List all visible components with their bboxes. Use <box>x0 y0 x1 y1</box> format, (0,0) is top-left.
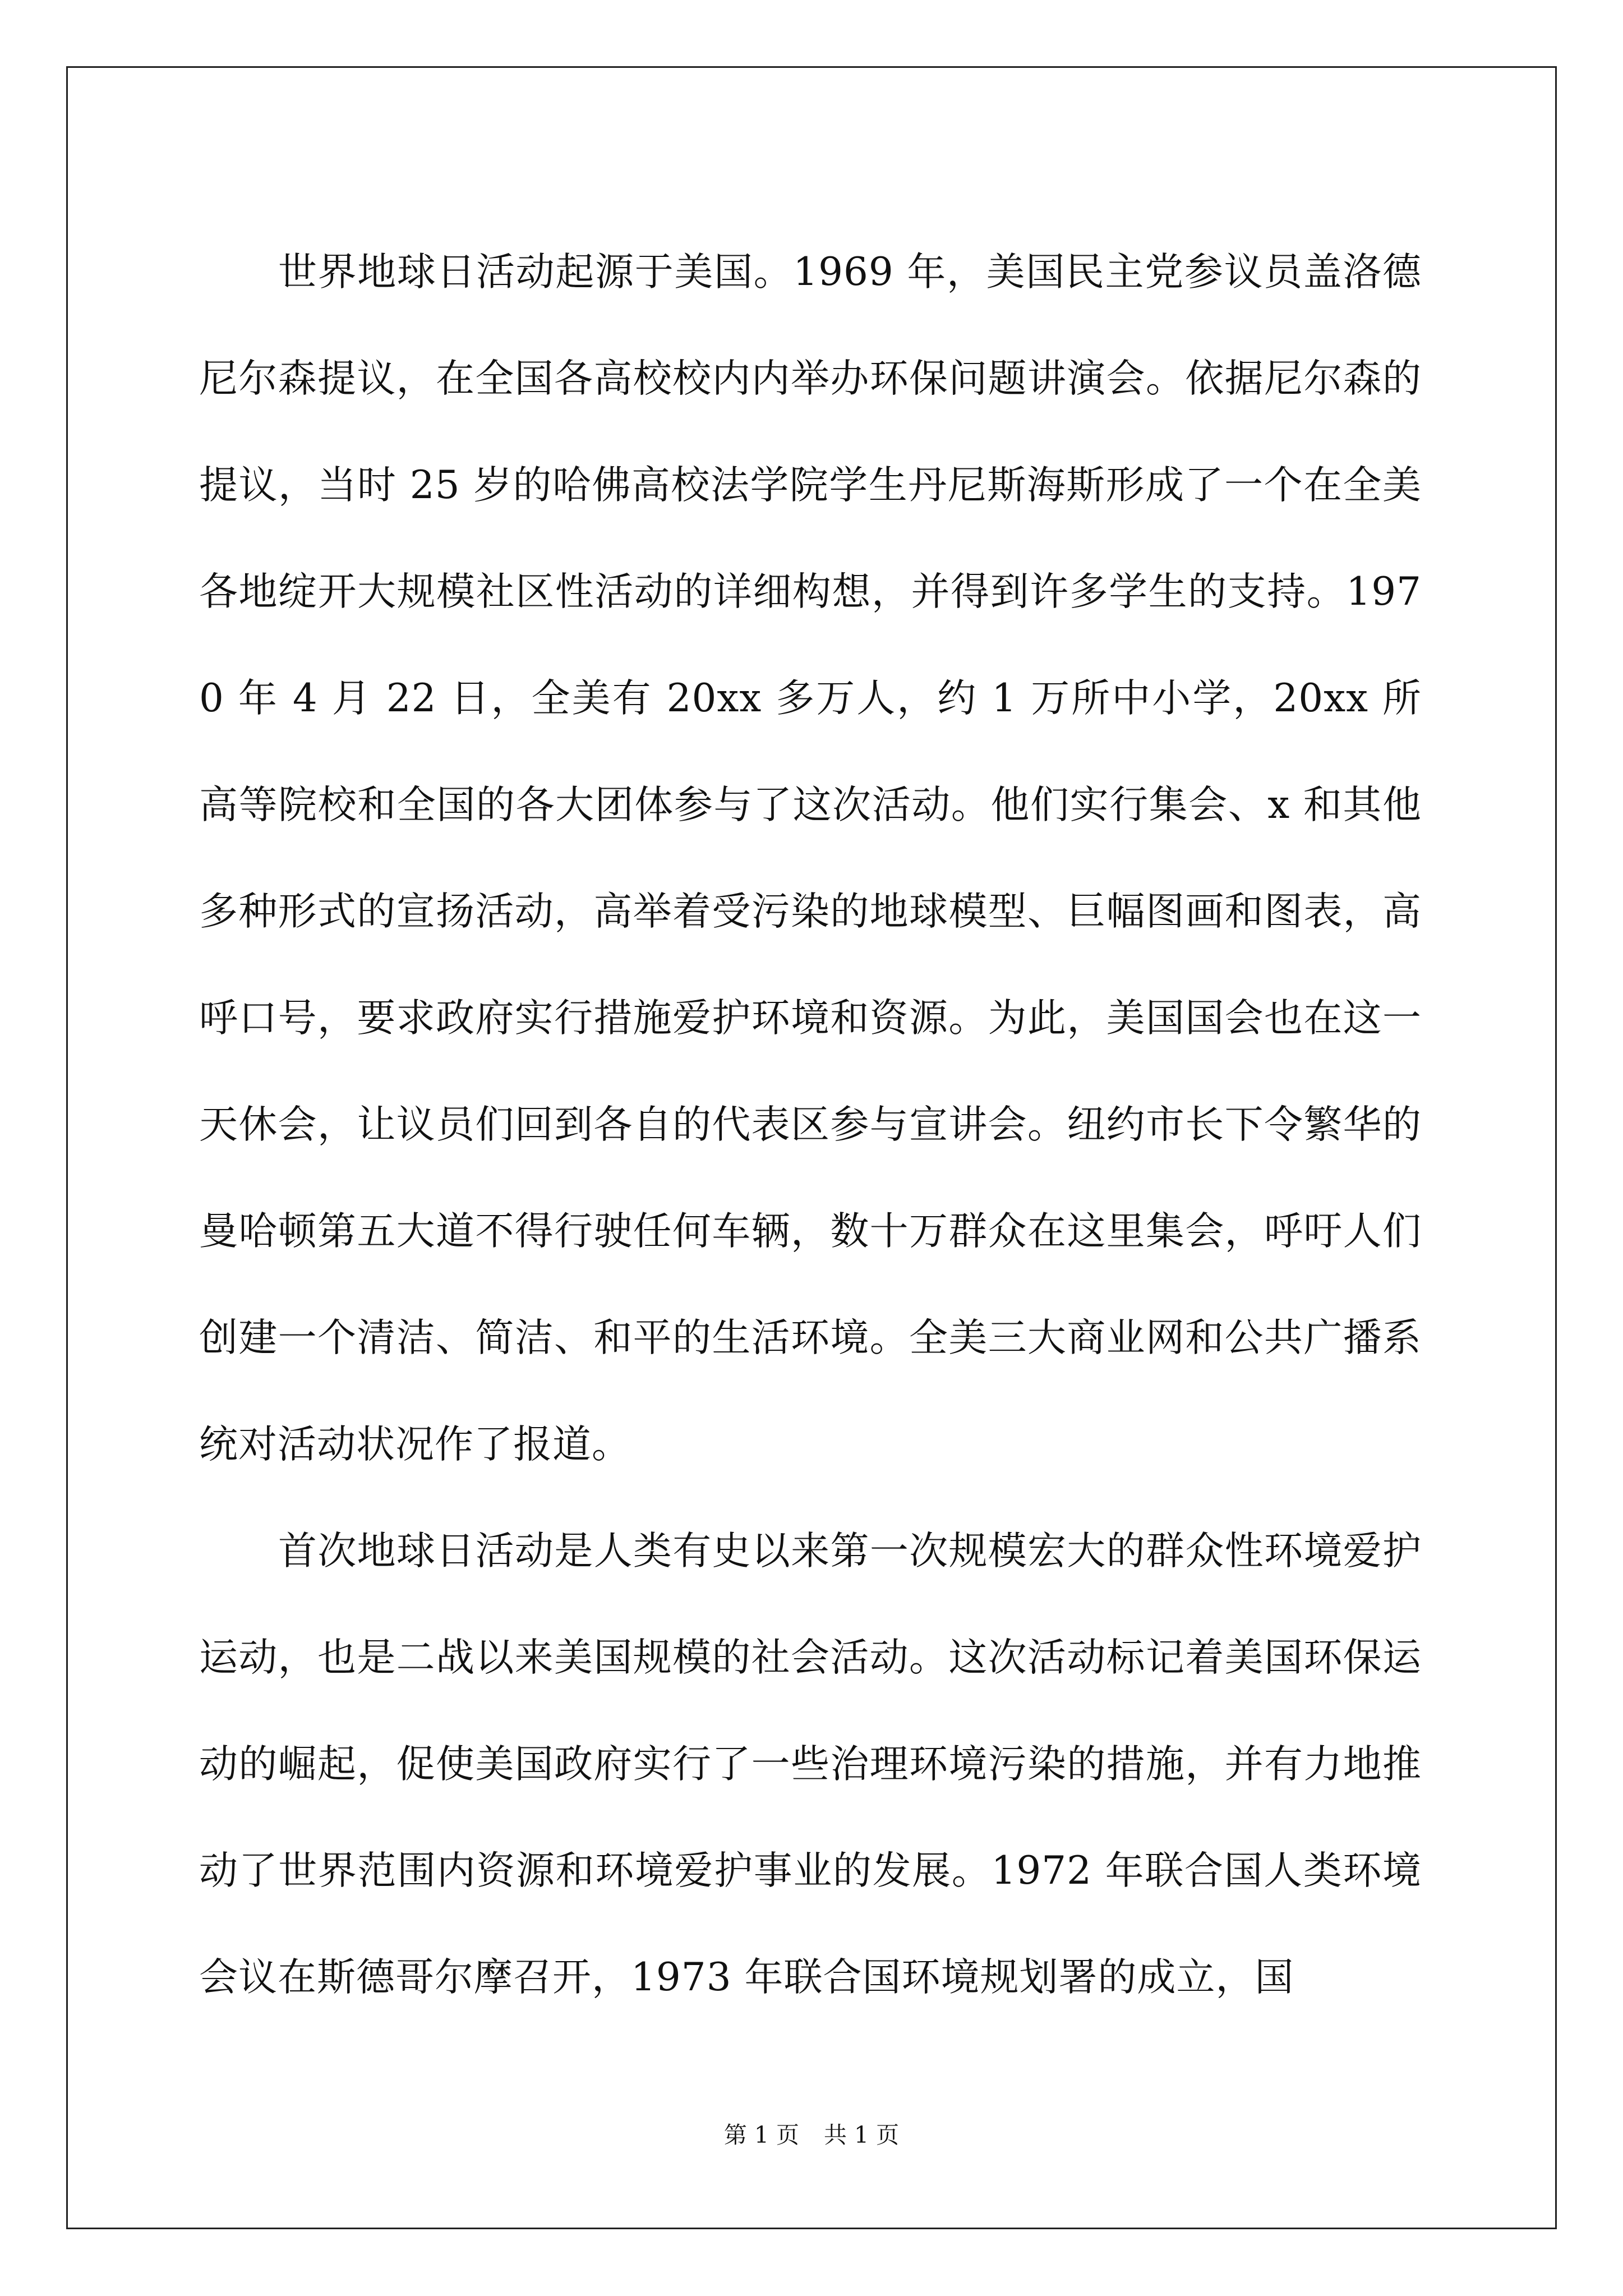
page-number-current: 第 1 页 <box>723 2122 799 2148</box>
page-number-total: 共 1 页 <box>824 2122 900 2148</box>
document-body <box>199 219 1422 2031</box>
page-footer <box>0 2118 1623 2152</box>
paragraph-2: 首次地球日活动是人类有史以来第一次规模宏大的群众性环境爱护运动，也是二战以来美国规模的社会活动。这次活动标记着美国环保运动的崛起，促使美国政府实行了一些治理环境污染的措施，并有力地推动了世界范围内资源和环境爱护事业的发展。1972 年联合国人类环境会议在斯德哥尔摩召开，1973 年联合国环境规划署的成立，国 <box>199 1529 1422 2000</box>
paragraph-1: 世界地球日活动起源于美国。1969 年，美国民主党参议员盖洛德尼尔森提议，在全国各高校校内内举办环保问题讲演会。依据尼尔森的提议，当时 25 岁的哈佛高校法学院学生丹尼斯海斯形成了一个在全美各地绽开大规模社区性活动的详细构想，并得到许多学生的支持。1970 年 4 月 22 日，全美有 20xx 多万人，约 1 万所中小学，20xx 所高等院校和全国的各大团体参与了这次活动。他们实行集会、x 和其他多种形式的宣扬活动，高举着受污染的地球模型、巨幅图画和图表，高呼口号，要求政府实行措施爱护环境和资源。为此，美国国会也在这一天休会，让议员们回到各自的代表区参与宣讲会。纽约市长下令繁华的曼哈顿第五大道不得行驶任何车辆，数十万群众在这里集会，呼吁人们创建一个清洁、简洁、和平的生活环境。全美三大商业网和公共广播系统对活动状况作了报道。 <box>199 250 1422 1467</box>
